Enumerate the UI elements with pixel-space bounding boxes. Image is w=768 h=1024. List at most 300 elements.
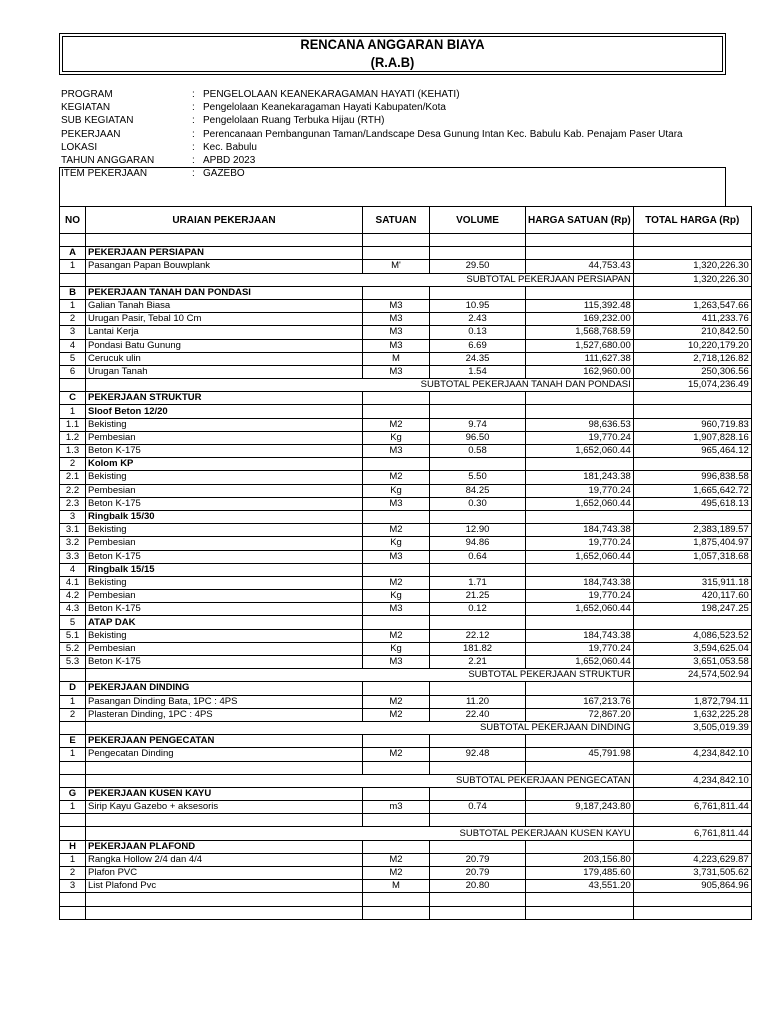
item-harga-satuan: 184,743.38 <box>526 524 634 537</box>
cell-satuan <box>363 787 430 800</box>
header-no: NO <box>60 207 86 234</box>
subsection-row <box>60 458 752 471</box>
item-volume: 94.86 <box>430 537 526 550</box>
item-no: 4.2 <box>60 590 86 603</box>
item-uraian: Beton K-175 <box>86 603 363 616</box>
item-volume: 22.40 <box>430 708 526 721</box>
item-total: 1,665,642.72 <box>633 484 751 497</box>
cell-total <box>633 840 751 853</box>
table-header-row <box>60 207 752 234</box>
item-harga-satuan: 181,243.38 <box>526 471 634 484</box>
item-uraian: Bekisting <box>86 629 363 642</box>
item-satuan: Kg <box>363 642 430 655</box>
subtotal-value: 4,234,842.10 <box>633 774 751 787</box>
item-total: 411,233.76 <box>633 313 751 326</box>
item-total: 2,383,189.57 <box>633 524 751 537</box>
table-row <box>60 629 752 642</box>
cell-no <box>60 234 86 247</box>
subtotal-label: SUBTOTAL PEKERJAAN PERSIAPAN <box>86 273 634 286</box>
item-uraian: Pembesian <box>86 431 363 444</box>
item-harga-satuan: 179,485.60 <box>526 867 634 880</box>
cell-harga <box>526 616 634 629</box>
subsection-no: 4 <box>60 563 86 576</box>
blank-row <box>60 906 752 919</box>
item-harga-satuan: 184,743.38 <box>526 629 634 642</box>
table-row <box>60 365 752 378</box>
table-row <box>60 497 752 510</box>
item-harga-satuan: 169,232.00 <box>526 313 634 326</box>
item-no: 2 <box>60 708 86 721</box>
item-total: 10,220,179.20 <box>633 339 751 352</box>
info-row <box>61 101 683 114</box>
item-satuan: M2 <box>363 748 430 761</box>
item-satuan: M' <box>363 260 430 273</box>
table-row <box>60 853 752 866</box>
cell-total <box>633 405 751 418</box>
cell-total <box>633 458 751 471</box>
subtotal-row <box>60 379 752 392</box>
item-no: 1 <box>60 260 86 273</box>
cell-total <box>633 510 751 523</box>
item-volume: 96.50 <box>430 431 526 444</box>
cell-satuan <box>363 761 430 774</box>
header-total: TOTAL HARGA (Rp) <box>633 207 751 234</box>
section-title: PEKERJAAN DINDING <box>86 682 363 695</box>
section-row <box>60 682 752 695</box>
table-row <box>60 339 752 352</box>
section-code: D <box>60 682 86 695</box>
section-code: C <box>60 392 86 405</box>
blank-row <box>60 814 752 827</box>
table-row <box>60 708 752 721</box>
info-key: PROGRAM <box>61 89 113 100</box>
cell-satuan <box>363 234 430 247</box>
item-volume: 0.12 <box>430 603 526 616</box>
item-satuan: M3 <box>363 299 430 312</box>
section-title: PEKERJAAN STRUKTUR <box>86 392 363 405</box>
item-total: 1,872,794.11 <box>633 695 751 708</box>
section-row <box>60 247 752 260</box>
table-row <box>60 471 752 484</box>
item-harga-satuan: 19,770.24 <box>526 642 634 655</box>
item-uraian: Plafon PVC <box>86 867 363 880</box>
cell-harga <box>526 563 634 576</box>
item-volume: 0.64 <box>430 550 526 563</box>
item-no: 1 <box>60 748 86 761</box>
cell-no <box>60 814 86 827</box>
item-total: 3,594,625.04 <box>633 642 751 655</box>
info-colon: : <box>192 141 195 153</box>
item-volume: 21.25 <box>430 590 526 603</box>
item-total: 250,306.56 <box>633 365 751 378</box>
item-uraian: Beton K-175 <box>86 550 363 563</box>
info-value: Kec. Babulu <box>203 141 257 153</box>
subtotal-row <box>60 774 752 787</box>
cell-no <box>60 379 86 392</box>
item-no: 2 <box>60 313 86 326</box>
item-volume: 20.79 <box>430 853 526 866</box>
cell-uraian <box>86 893 363 906</box>
item-harga-satuan: 1,527,680.00 <box>526 339 634 352</box>
section-title: PEKERJAAN PENGECATAN <box>86 735 363 748</box>
table-row <box>60 326 752 339</box>
info-value: Perencanaan Pembangunan Taman/Landscape Desa Gunung Intan Kec. Babulu Kab. Penajam Paser Utara <box>203 128 683 140</box>
item-harga-satuan: 44,753.43 <box>526 260 634 273</box>
cell-satuan <box>363 814 430 827</box>
subtotal-label: SUBTOTAL PEKERJAAN PENGECATAN <box>86 774 634 787</box>
item-total: 3,651,053.58 <box>633 656 751 669</box>
item-volume: 22.12 <box>430 629 526 642</box>
item-no: 1 <box>60 801 86 814</box>
subtotal-row <box>60 273 752 286</box>
item-volume: 9.74 <box>430 418 526 431</box>
info-colon: : <box>192 89 195 100</box>
item-harga-satuan: 1,652,060.44 <box>526 603 634 616</box>
subtotal-row <box>60 669 752 682</box>
item-volume: 92.48 <box>430 748 526 761</box>
cell-volume <box>430 906 526 919</box>
section-row <box>60 392 752 405</box>
cell-harga <box>526 234 634 247</box>
subsection-title: Ringbalk 15/15 <box>86 563 363 576</box>
subtotal-value: 6,761,811.44 <box>633 827 751 840</box>
cell-no <box>60 669 86 682</box>
item-harga-satuan: 19,770.24 <box>526 431 634 444</box>
cell-satuan <box>363 247 430 260</box>
item-uraian: Beton K-175 <box>86 656 363 669</box>
table-row <box>60 656 752 669</box>
cell-volume <box>430 458 526 471</box>
item-satuan: Kg <box>363 484 430 497</box>
item-satuan: m3 <box>363 801 430 814</box>
cell-volume <box>430 510 526 523</box>
cell-no <box>60 273 86 286</box>
item-no: 2.3 <box>60 497 86 510</box>
section-title: PEKERJAAN PERSIAPAN <box>86 247 363 260</box>
section-row <box>60 787 752 800</box>
cell-no <box>60 893 86 906</box>
info-key: KEGIATAN <box>61 102 111 114</box>
cell-satuan <box>363 458 430 471</box>
cell-satuan <box>363 906 430 919</box>
section-row <box>60 840 752 853</box>
item-harga-satuan: 1,652,060.44 <box>526 550 634 563</box>
item-satuan: Kg <box>363 431 430 444</box>
info-value: GAZEBO <box>203 168 245 180</box>
item-uraian: Pembesian <box>86 537 363 550</box>
cell-harga <box>526 761 634 774</box>
item-uraian: Pasangan Dinding Bata, 1PC : 4PS <box>86 695 363 708</box>
cell-total <box>633 563 751 576</box>
header-harga-satuan: HARGA SATUAN (Rp) <box>526 207 634 234</box>
cell-satuan <box>363 682 430 695</box>
table-row <box>60 576 752 589</box>
cell-volume <box>430 247 526 260</box>
cell-total <box>633 247 751 260</box>
cell-harga <box>526 392 634 405</box>
info-value: Pengelolaan Ruang Terbuka Hijau (RTH) <box>203 115 385 127</box>
title-box <box>59 33 726 75</box>
item-uraian: Urugan Tanah <box>86 365 363 378</box>
cell-satuan <box>363 405 430 418</box>
subtotal-label: SUBTOTAL PEKERJAAN TANAH DAN PONDASI <box>86 379 634 392</box>
item-no: 3.1 <box>60 524 86 537</box>
item-satuan: M2 <box>363 853 430 866</box>
cell-harga <box>526 682 634 695</box>
subsection-row <box>60 563 752 576</box>
item-uraian: List Plafond Pvc <box>86 880 363 893</box>
cell-satuan <box>363 616 430 629</box>
item-total: 1,907,828.16 <box>633 431 751 444</box>
item-uraian: Galian Tanah Biasa <box>86 299 363 312</box>
item-total: 965,464.12 <box>633 445 751 458</box>
item-no: 4 <box>60 339 86 352</box>
item-satuan: M3 <box>363 365 430 378</box>
subsection-title: Sloof Beton 12/20 <box>86 405 363 418</box>
subsection-title: Kolom KP <box>86 458 363 471</box>
item-harga-satuan: 98,636.53 <box>526 418 634 431</box>
item-volume: 181.82 <box>430 642 526 655</box>
item-harga-satuan: 1,568,768.59 <box>526 326 634 339</box>
item-no: 2.1 <box>60 471 86 484</box>
item-no: 3 <box>60 880 86 893</box>
item-satuan: M2 <box>363 708 430 721</box>
table-row <box>60 695 752 708</box>
subtotal-value: 3,505,019.39 <box>633 721 751 734</box>
item-harga-satuan: 19,770.24 <box>526 537 634 550</box>
subsection-no: 2 <box>60 458 86 471</box>
item-harga-satuan: 1,652,060.44 <box>526 497 634 510</box>
item-harga-satuan: 19,770.24 <box>526 484 634 497</box>
subtotal-value: 24,574,502.94 <box>633 669 751 682</box>
item-satuan: M2 <box>363 576 430 589</box>
info-key: TAHUN ANGGARAN <box>61 155 155 167</box>
cell-total <box>633 392 751 405</box>
cell-volume <box>430 616 526 629</box>
item-volume: 0.13 <box>430 326 526 339</box>
cell-no <box>60 721 86 734</box>
cell-harga <box>526 893 634 906</box>
item-harga-satuan: 184,743.38 <box>526 576 634 589</box>
item-total: 420,117.60 <box>633 590 751 603</box>
item-satuan: M2 <box>363 629 430 642</box>
cell-no <box>60 761 86 774</box>
section-code: G <box>60 787 86 800</box>
info-key: SUB KEGIATAN <box>61 115 134 127</box>
section-title: PEKERJAAN TANAH DAN PONDASI <box>86 286 363 299</box>
subsection-no: 5 <box>60 616 86 629</box>
info-value: Pengelolaan Keanekaragaman Hayati Kabupaten/Kota <box>203 102 446 114</box>
item-no: 3.3 <box>60 550 86 563</box>
cell-uraian <box>86 814 363 827</box>
item-harga-satuan: 115,392.48 <box>526 299 634 312</box>
item-no: 3.2 <box>60 537 86 550</box>
item-total: 1,632,225.28 <box>633 708 751 721</box>
info-key: PEKERJAAN <box>61 128 121 140</box>
item-no: 4.3 <box>60 603 86 616</box>
rab-table <box>59 206 752 920</box>
item-volume: 1.54 <box>430 365 526 378</box>
item-volume: 2.21 <box>430 656 526 669</box>
section-code: H <box>60 840 86 853</box>
item-harga-satuan: 1,652,060.44 <box>526 445 634 458</box>
info-colon: : <box>192 155 195 167</box>
info-row <box>61 141 683 154</box>
table-row <box>60 445 752 458</box>
cell-satuan <box>363 510 430 523</box>
item-satuan: M2 <box>363 471 430 484</box>
item-harga-satuan: 19,770.24 <box>526 590 634 603</box>
subsection-row <box>60 616 752 629</box>
item-uraian: Pasangan Papan Bouwplank <box>86 260 363 273</box>
cell-no <box>60 774 86 787</box>
item-satuan: Kg <box>363 590 430 603</box>
item-uraian: Pondasi Batu Gunung <box>86 339 363 352</box>
cell-volume <box>430 563 526 576</box>
item-total: 4,223,629.87 <box>633 853 751 866</box>
cell-volume <box>430 735 526 748</box>
table-body <box>60 234 752 920</box>
cell-harga <box>526 787 634 800</box>
item-uraian: Pengecatan Dinding <box>86 748 363 761</box>
subsection-no: 3 <box>60 510 86 523</box>
item-satuan: M <box>363 352 430 365</box>
cell-volume <box>430 392 526 405</box>
info-colon: : <box>192 102 195 114</box>
item-volume: 0.74 <box>430 801 526 814</box>
cell-uraian <box>86 761 363 774</box>
item-total: 905,864.96 <box>633 880 751 893</box>
item-no: 2 <box>60 867 86 880</box>
table-row <box>60 537 752 550</box>
cell-volume <box>430 893 526 906</box>
cell-no <box>60 827 86 840</box>
item-volume: 20.79 <box>430 867 526 880</box>
cell-total <box>633 787 751 800</box>
item-volume: 1.71 <box>430 576 526 589</box>
cell-satuan <box>363 893 430 906</box>
table-row <box>60 880 752 893</box>
cell-volume <box>430 840 526 853</box>
item-uraian: Bekisting <box>86 471 363 484</box>
item-uraian: Pembesian <box>86 642 363 655</box>
table-row <box>60 801 752 814</box>
item-no: 5.3 <box>60 656 86 669</box>
info-colon: : <box>192 168 195 180</box>
cell-volume <box>430 761 526 774</box>
item-no: 5 <box>60 352 86 365</box>
cell-uraian <box>86 234 363 247</box>
cell-total <box>633 286 751 299</box>
item-frame <box>59 167 726 207</box>
item-satuan: M2 <box>363 524 430 537</box>
section-title: PEKERJAAN KUSEN KAYU <box>86 787 363 800</box>
item-no: 1.1 <box>60 418 86 431</box>
table-row <box>60 418 752 431</box>
table-row <box>60 299 752 312</box>
info-row <box>61 128 683 141</box>
subsection-row <box>60 510 752 523</box>
info-colon: : <box>192 128 195 140</box>
cell-satuan <box>363 840 430 853</box>
item-uraian: Bekisting <box>86 576 363 589</box>
info-key: ITEM PEKERJAAN <box>61 168 148 180</box>
item-harga-satuan: 162,960.00 <box>526 365 634 378</box>
blank-row <box>60 893 752 906</box>
item-total: 996,838.58 <box>633 471 751 484</box>
item-harga-satuan: 45,791.98 <box>526 748 634 761</box>
item-uraian: Lantai Kerja <box>86 326 363 339</box>
item-satuan: M2 <box>363 418 430 431</box>
item-total: 315,911.18 <box>633 576 751 589</box>
item-satuan: M3 <box>363 603 430 616</box>
table-row <box>60 352 752 365</box>
cell-harga <box>526 286 634 299</box>
cell-harga <box>526 906 634 919</box>
header-volume: VOLUME <box>430 207 526 234</box>
table-row <box>60 431 752 444</box>
item-no: 4.1 <box>60 576 86 589</box>
section-row <box>60 286 752 299</box>
info-key: LOKASI <box>61 141 98 153</box>
cell-volume <box>430 814 526 827</box>
section-code: B <box>60 286 86 299</box>
cell-harga <box>526 735 634 748</box>
item-total: 1,875,404.97 <box>633 537 751 550</box>
table-row <box>60 867 752 880</box>
table-row <box>60 603 752 616</box>
header-uraian: URAIAN PEKERJAAN <box>86 207 363 234</box>
document-subtitle: (R.A.B) <box>370 54 415 70</box>
item-satuan: M3 <box>363 313 430 326</box>
cell-satuan <box>363 735 430 748</box>
cell-harga <box>526 405 634 418</box>
item-harga-satuan: 203,156.80 <box>526 853 634 866</box>
info-row <box>61 154 683 167</box>
cell-total <box>633 906 751 919</box>
cell-harga <box>526 247 634 260</box>
subtotal-value: 1,320,226.30 <box>633 273 751 286</box>
table-row <box>60 590 752 603</box>
item-satuan: M3 <box>363 497 430 510</box>
subtotal-label: SUBTOTAL PEKERJAAN DINDING <box>86 721 634 734</box>
item-total: 210,842.50 <box>633 326 751 339</box>
item-harga-satuan: 9,187,243.80 <box>526 801 634 814</box>
item-uraian: Beton K-175 <box>86 497 363 510</box>
item-total: 6,761,811.44 <box>633 801 751 814</box>
item-harga-satuan: 111,627.38 <box>526 352 634 365</box>
item-total: 198,247.25 <box>633 603 751 616</box>
item-total: 4,086,523.52 <box>633 629 751 642</box>
cell-volume <box>430 286 526 299</box>
item-volume: 5.50 <box>430 471 526 484</box>
item-volume: 0.30 <box>430 497 526 510</box>
item-no: 5.2 <box>60 642 86 655</box>
item-no: 5.1 <box>60 629 86 642</box>
section-title: PEKERJAAN PLAFOND <box>86 840 363 853</box>
info-value: PENGELOLAAN KEANEKARAGAMAN HAYATI (KEHATI) <box>203 89 460 100</box>
cell-total <box>633 814 751 827</box>
item-satuan: M3 <box>363 550 430 563</box>
item-total: 3,731,505.62 <box>633 867 751 880</box>
item-uraian: Bekisting <box>86 418 363 431</box>
item-harga-satuan: 43,551.20 <box>526 880 634 893</box>
section-code: A <box>60 247 86 260</box>
item-uraian: Sirip Kayu Gazebo + aksesoris <box>86 801 363 814</box>
cell-total <box>633 616 751 629</box>
cell-no <box>60 906 86 919</box>
subsection-row <box>60 405 752 418</box>
